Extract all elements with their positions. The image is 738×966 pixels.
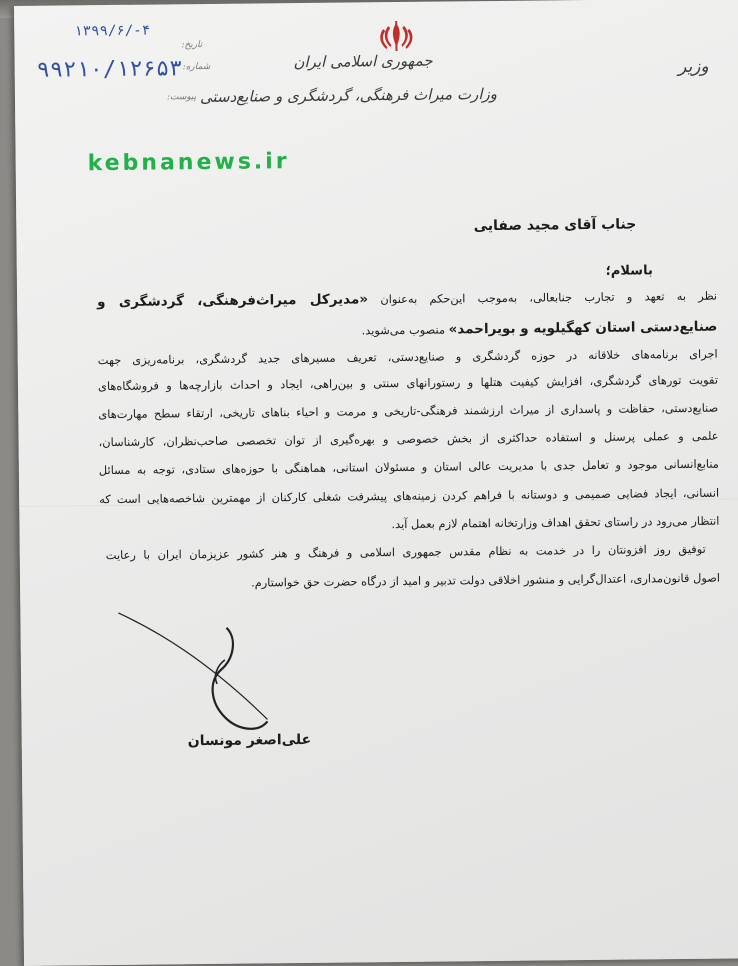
letter-line: تقویت تورهای گردشگری، افزایش کیفیت هتلها و رستورانهای سنتی و بین‌راهی، ایجاد و احداث بازارچه‌ها و فروشگاه‌های — [97, 372, 719, 394]
letter-line: اجرای برنامه‌های خلاقانه در حوزه گردشگری و صنایع‌دستی، تعریف مسیرهای جدید گردشگری، برنامه‌ریزی جهت — [97, 346, 718, 368]
greeting: باسلام؛ — [605, 263, 653, 279]
letterhead-ministry: وزارت میراث فرهنگی، گردشگری و صنایع‌دستی — [199, 84, 498, 107]
signer-name: علی‌اصغر مونسان — [187, 731, 312, 750]
letter-paper — [14, 0, 738, 966]
letter-line: صنایع‌دستی استان کهگیلویه و بویراحمد» منصوب می‌شوید. — [361, 318, 718, 338]
letter-line: انتظار می‌رود در راستای تحقق اهداف وزارتخانه اهتمام لازم بعمل آید. — [391, 513, 720, 532]
number-field-label: شماره: — [182, 61, 211, 73]
letter-line: اصول قانون‌مداری، اعتدال‌گرایی و منشور اخلاقی دولت تدبیر و امید از درگاه حضرت حق خواستارم. — [250, 570, 721, 590]
letter-line: صنایع‌دستی، حفاظت و پاسداری از میراث ارزشمند فرهنگی-تاریخی و مرمت و احیاء بناهای تاریخی، ارتقاء سطح مهارت‌های — [98, 400, 719, 422]
handwritten-number: ۹۹۲۱۰/۱۲۶۵۳ — [36, 56, 183, 83]
letter-line: انسانی، ایجاد فضایی صمیمی و دوستانه با فراهم کردن زمینه‌های پیشرفت شغلی کارکنان از مهمترین شاخصه‌هایی است که — [99, 485, 720, 507]
iran-emblem-icon — [377, 20, 415, 54]
date-field-label: تاریخ: — [181, 40, 203, 51]
attachment-field-label: پیوست: — [166, 92, 197, 103]
letter-line: توفیق روز افزونتان را در خدمت به نظام مقدس جمهوری اسلامی و فرهنگ و هنر کشور عزیزمان ایران با رعایت — [105, 541, 706, 563]
emphasized-title: «مدیرکل میراث‌فرهنگی، گردشگری و — [97, 291, 369, 311]
handwritten-date: ۱۳۹۹/۶/-۴ — [74, 22, 151, 40]
letterhead-minister-title: وزیر — [678, 56, 709, 78]
letter-line: علمی و عملی پرسنل و استفاده حداکثری از بخش خصوصی و بهره‌گیری از توان تخصصی صاحب‌نظران، کارشناسان، — [98, 428, 719, 450]
signature — [116, 609, 317, 751]
letter-line: منابع‌انسانی موجود و تعامل جدی با مدیریت عالی استان و مسئولان استانی، هماهنگی با حوزه‌های ستادی، توجه به مسائل — [98, 456, 719, 478]
website-watermark: kebnanews.ir — [87, 149, 290, 177]
letter-line: نظر به تعهد و تجارب جنابعالی، به‌موجب این‌حکم به‌عنوان «مدیرکل میراث‌فرهنگی، گردشگری و — [97, 288, 718, 311]
letterhead-republic: جمهوری اسلامی ایران — [293, 51, 433, 72]
addressee: جناب آقای مجید صفایی — [473, 216, 637, 235]
emphasized-title: صنایع‌دستی استان کهگیلویه و بویراحمد» — [448, 318, 718, 338]
